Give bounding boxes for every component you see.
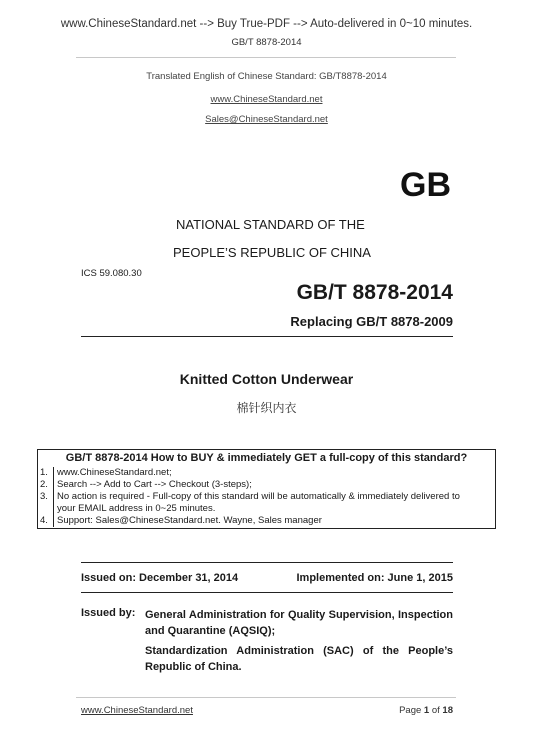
step-number	[38, 503, 54, 515]
page-indicator	[399, 705, 453, 716]
step-number: 2.	[38, 479, 54, 491]
page-of: of	[431, 705, 440, 716]
list-item	[38, 491, 495, 503]
step-text[interactable]: Support: Sales@ChineseStandard.net. Wayne, Sales manager	[57, 515, 322, 526]
email-link[interactable]: Sales@ChineseStandard.net	[205, 114, 328, 125]
step-text: Search --> Add to Cart --> Checkout (3-steps);	[57, 479, 252, 490]
document-title-cn: 棉针织内衣	[236, 401, 297, 415]
dates-divider-top	[81, 562, 453, 563]
implemented-on-date: Implemented on: June 1, 2015	[296, 572, 453, 584]
buy-instructions-box	[37, 449, 496, 529]
issuer-aqsiq: General Administration for Quality Supervision, Inspection and Quarantine (AQSIQ);	[145, 609, 453, 637]
list-item	[38, 515, 495, 527]
replacing-note: Replacing GB/T 8878-2009	[290, 314, 453, 329]
header-standard-code: GB/T 8878-2014	[231, 37, 302, 48]
site-link[interactable]: www.ChineseStandard.net	[210, 94, 323, 105]
list-item	[38, 503, 495, 515]
buy-steps-list	[38, 467, 495, 527]
page-current: 1	[423, 705, 430, 716]
buy-heading: GB/T 8878-2014 How to BUY & immediately GET a full-copy of this standard?	[65, 452, 468, 464]
standard-number: GB/T 8878-2014	[296, 281, 453, 304]
list-item	[38, 467, 495, 479]
national-standard-line1: NATIONAL STANDARD OF THE	[176, 217, 365, 232]
page-total: 18	[442, 705, 453, 716]
translated-notice: Translated English of Chinese Standard: GB/T8878-2014	[146, 71, 387, 82]
step-text: your EMAIL address in 0~25 minutes.	[57, 503, 216, 514]
step-number: 3.	[38, 491, 54, 503]
footer-site-link[interactable]: www.ChineseStandard.net	[81, 705, 193, 716]
footer-divider	[76, 697, 456, 698]
issuer-sac: Standardization Administration (SAC) of the People’s Republic of China.	[145, 645, 453, 673]
header-divider	[76, 57, 456, 58]
top-banner[interactable]: www.ChineseStandard.net --> Buy True-PDF --> Auto-delivered in 0~10 minutes.	[60, 18, 473, 30]
step-number: 4.	[38, 515, 54, 527]
dates-divider-bottom	[81, 592, 453, 593]
issued-on-date: Issued on: December 31, 2014	[81, 572, 239, 584]
gb-mark: GB	[400, 166, 451, 204]
page-prefix: Page	[399, 705, 422, 716]
list-item	[38, 479, 495, 491]
issued-by-label: Issued by:	[81, 607, 136, 619]
step-text: No action is required - Full-copy of this standard will be automatically & immediately delivered to	[57, 491, 460, 502]
document-title-en: Knitted Cotton Underwear	[179, 371, 354, 387]
step-text[interactable]: www.ChineseStandard.net;	[57, 467, 172, 478]
ics-code: ICS 59.080.30	[81, 268, 142, 279]
national-standard-line2: PEOPLE’S REPUBLIC OF CHINA	[173, 245, 371, 260]
standard-divider	[81, 336, 453, 337]
step-number: 1.	[38, 467, 54, 479]
